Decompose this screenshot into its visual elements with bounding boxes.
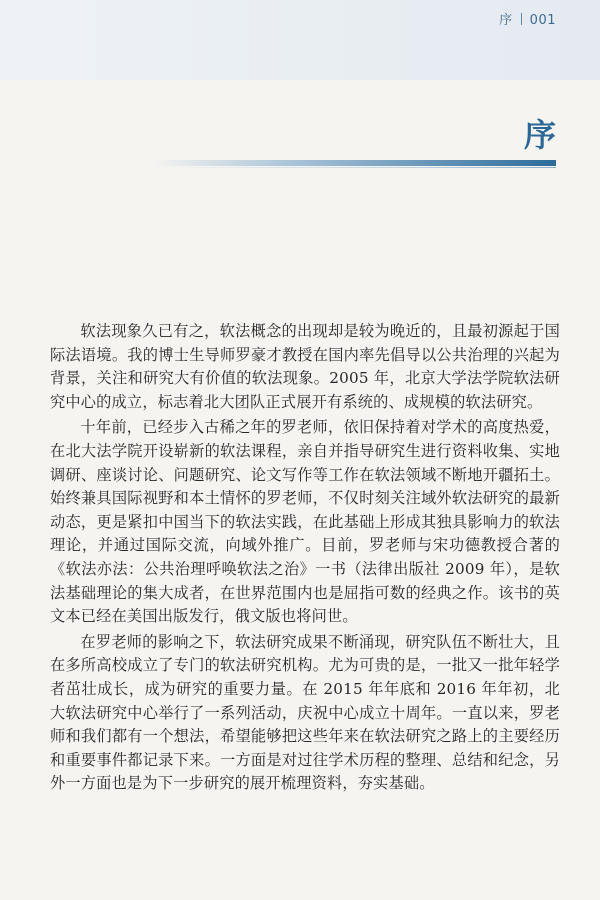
paragraph-1: 软法现象久已有之，软法概念的出现却是较为晚近的，且最初源起于国际法语境。我的博士生导师罗豪才教授在国内率先倡导以公共治理的兴起为背景，关注和研究大有价值的软法现象。2005 年，北京大学法学院软法研究中心的成立，标志着北大团队正式展开有系统的、成规模的软法研究。 — [50, 322, 560, 411]
page-number: 001 — [529, 13, 556, 28]
title-rule — [152, 160, 556, 166]
paragraph-2: 十年前，已经步入古稀之年的罗老师，依旧保持着对学术的高度热爱，在北大法学院开设崭新的软法课程，亲自并指导研究生进行资料收集、实地调研、座谈讨论、问题研究、论文写作等工作在软法领域不断地开疆拓土。始终兼具国际视野和本土情怀的罗老师，不仅时刻关注域外软法研究的最新动态，更是紧扣中国当下的软法实践，在此基础上形成其独具影响力的软法理论，并通过国际交流，向域外推广。目前，罗老师与宋功德教授合著的《软法亦法：公共治理呼唤软法之治》一书（法律出版社 2009 年），是软法基础理论的集大成者，在世界范围内也是屈指可数的经典之作。该书的英文本已经在美国出版发行，俄文版也将问世。 — [50, 418, 560, 626]
chapter-title: 序 — [523, 116, 556, 154]
running-head-title: 序 — [499, 13, 513, 28]
title-rule-thin — [152, 167, 556, 168]
running-head — [499, 9, 556, 28]
body-text — [50, 320, 560, 798]
paragraph-3: 在罗老师的影响之下，软法研究成果不断涌现，研究队伍不断壮大，且在多所高校成立了专门的软法研究机构。尤为可贵的是，一批又一批年轻学者茁壮成长，成为研究的重要力量。在 2015 年年底和 2016 年年初，北大软法研究中心举行了一系列活动，庆祝中心成立十周年。一直以来，罗老师和我们都有一个想法，希望能够把这些年来在软法研究之路上的主要经历和重要事件都记录下来。一方面是对过往学术历程的整理、总结和纪念，另外一方面也是为下一步研究的展开梳理资料，夯实基础。 — [50, 632, 560, 793]
running-head-divider — [521, 13, 522, 25]
